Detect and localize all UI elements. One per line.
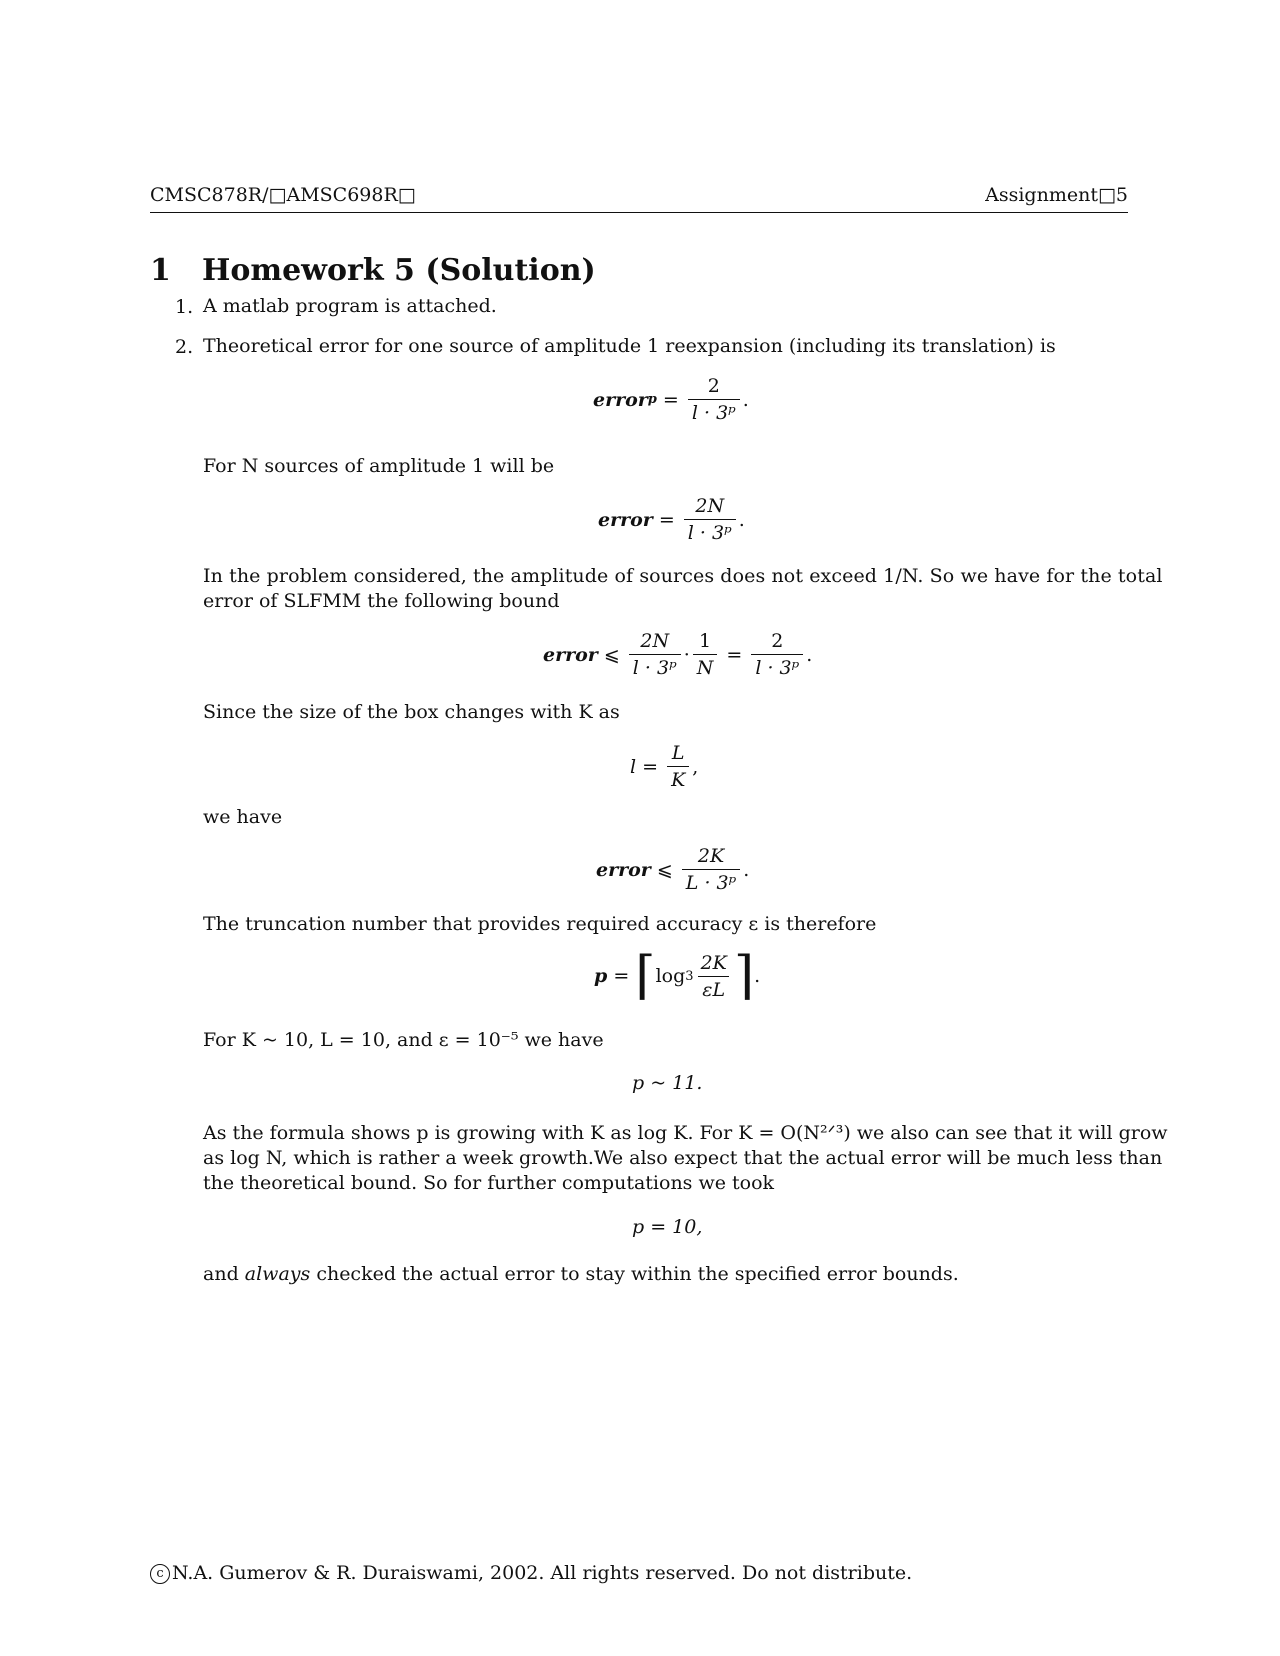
equation-error-k: error ⩽ $\frac{2K}{\text{L · 3ᵖ}}$ . bbox=[596, 845, 750, 894]
copyright-icon: c bbox=[150, 1564, 170, 1584]
denominator: εL bbox=[698, 976, 729, 1001]
eq-subscript: p bbox=[647, 392, 657, 407]
section-title: Homework 5 (Solution) bbox=[202, 253, 596, 288]
paragraph: we have bbox=[203, 806, 283, 828]
fraction bbox=[693, 630, 718, 679]
paragraph: For K ~ 10, L = 10, and ε = 10⁻⁵ we have bbox=[203, 1029, 604, 1051]
numerator: 2N bbox=[640, 630, 670, 652]
footer-text: N.A. Gumerov & R. Duraiswami, 2002. All rights reserved. Do not distribute. bbox=[172, 1562, 913, 1584]
eq-lhs: error bbox=[593, 388, 648, 411]
list-item-text: A matlab program is attached. bbox=[203, 295, 497, 317]
numerator: 2 bbox=[707, 375, 720, 397]
equation-p-choice: p = 10, bbox=[632, 1216, 703, 1238]
numerator: 1 bbox=[699, 630, 712, 652]
left-ceil-bracket: ⌈ bbox=[635, 946, 656, 1006]
list-item-number: 2. bbox=[175, 336, 194, 358]
log-base: 3 bbox=[685, 968, 694, 984]
section-heading bbox=[150, 253, 596, 288]
denominator: l · 3ᵖ bbox=[751, 654, 803, 679]
eq-lhs: error bbox=[596, 858, 651, 881]
eq-lhs: p bbox=[594, 965, 608, 987]
text-run: and bbox=[203, 1263, 239, 1285]
numerator: 2 bbox=[771, 630, 784, 652]
list-item-number: 1. bbox=[175, 296, 194, 318]
paragraph: The truncation number that provides required accuracy ε is therefore bbox=[203, 913, 877, 935]
paragraph: Since the size of the box changes with K as bbox=[203, 701, 620, 723]
equation-p-estimate: p ~ 11. bbox=[632, 1072, 703, 1094]
paragraph bbox=[203, 1262, 959, 1287]
fraction bbox=[688, 375, 740, 424]
denominator: N bbox=[693, 654, 718, 679]
fraction bbox=[751, 630, 803, 679]
equation-error-p: error p = $\frac{2}{\text{l · 3ᵖ}}$ . bbox=[593, 375, 749, 424]
denominator: l · 3ᵖ bbox=[629, 654, 681, 679]
paragraph: as log N, which is rather a week growth.We also expect that the actual error will be much less than bbox=[203, 1147, 1163, 1169]
paragraph: For N sources of amplitude 1 will be bbox=[203, 455, 555, 477]
equation-error-n: error = $\frac{2N}{\text{l · 3ᵖ}}$ . bbox=[598, 495, 745, 544]
fraction bbox=[667, 742, 689, 791]
header-course: CMSC878R/□AMSC698R□ bbox=[150, 184, 416, 206]
eq-lhs: error bbox=[598, 508, 653, 531]
denominator: l · 3ᵖ bbox=[684, 519, 736, 544]
paragraph: the theoretical bound. So for further computations we took bbox=[203, 1172, 775, 1194]
eq-lhs: l bbox=[630, 755, 637, 778]
fraction bbox=[697, 952, 731, 1001]
running-header bbox=[150, 182, 1128, 213]
copyright-footer bbox=[150, 1562, 912, 1584]
fraction bbox=[682, 845, 740, 894]
numerator: 2N bbox=[695, 495, 725, 517]
equation-truncation-number: p = ⌈ log 3 $\frac{2K}{\varepsilon L}$ ⌉ . bbox=[594, 946, 761, 1006]
paragraph: As the formula shows p is growing with K as log K. For K = O(N²ᐟ³) we also can see that it will grow bbox=[203, 1122, 1168, 1144]
paragraph: error of SLFMM the following bound bbox=[203, 590, 560, 612]
list-item-text: Theoretical error for one source of amplitude 1 reexpansion (including its translation) is bbox=[203, 335, 1056, 357]
section-number: 1 bbox=[150, 253, 171, 288]
denominator: K bbox=[667, 766, 689, 791]
numerator: 2K bbox=[700, 951, 727, 974]
equation-error-bound: error ⩽ $\frac{2N}{\text{l · 3ᵖ}}$ · $\frac{1}{N}$ = $\frac{2}{\text{l · 3ᵖ}}$ . bbox=[543, 630, 813, 679]
right-ceil-bracket: ⌉ bbox=[733, 946, 755, 1006]
paragraph: In the problem considered, the amplitude of sources does not exceed 1/N. So we have for the total bbox=[203, 565, 1163, 587]
denominator: L · 3ᵖ bbox=[682, 869, 740, 894]
fraction bbox=[629, 630, 681, 679]
emphasis: always bbox=[244, 1263, 311, 1285]
denominator: l · 3ᵖ bbox=[688, 399, 740, 424]
numerator: 2K bbox=[697, 845, 725, 867]
eq-lhs: error bbox=[543, 643, 598, 666]
fraction bbox=[684, 495, 736, 544]
equation-box-size: l = $\frac{L}{K}$ , bbox=[630, 742, 699, 791]
text-run: checked the actual error to stay within the specified error bounds. bbox=[316, 1263, 959, 1285]
header-assignment: Assignment□5 bbox=[985, 184, 1128, 206]
numerator: L bbox=[671, 742, 685, 764]
log-function: log bbox=[655, 965, 686, 987]
